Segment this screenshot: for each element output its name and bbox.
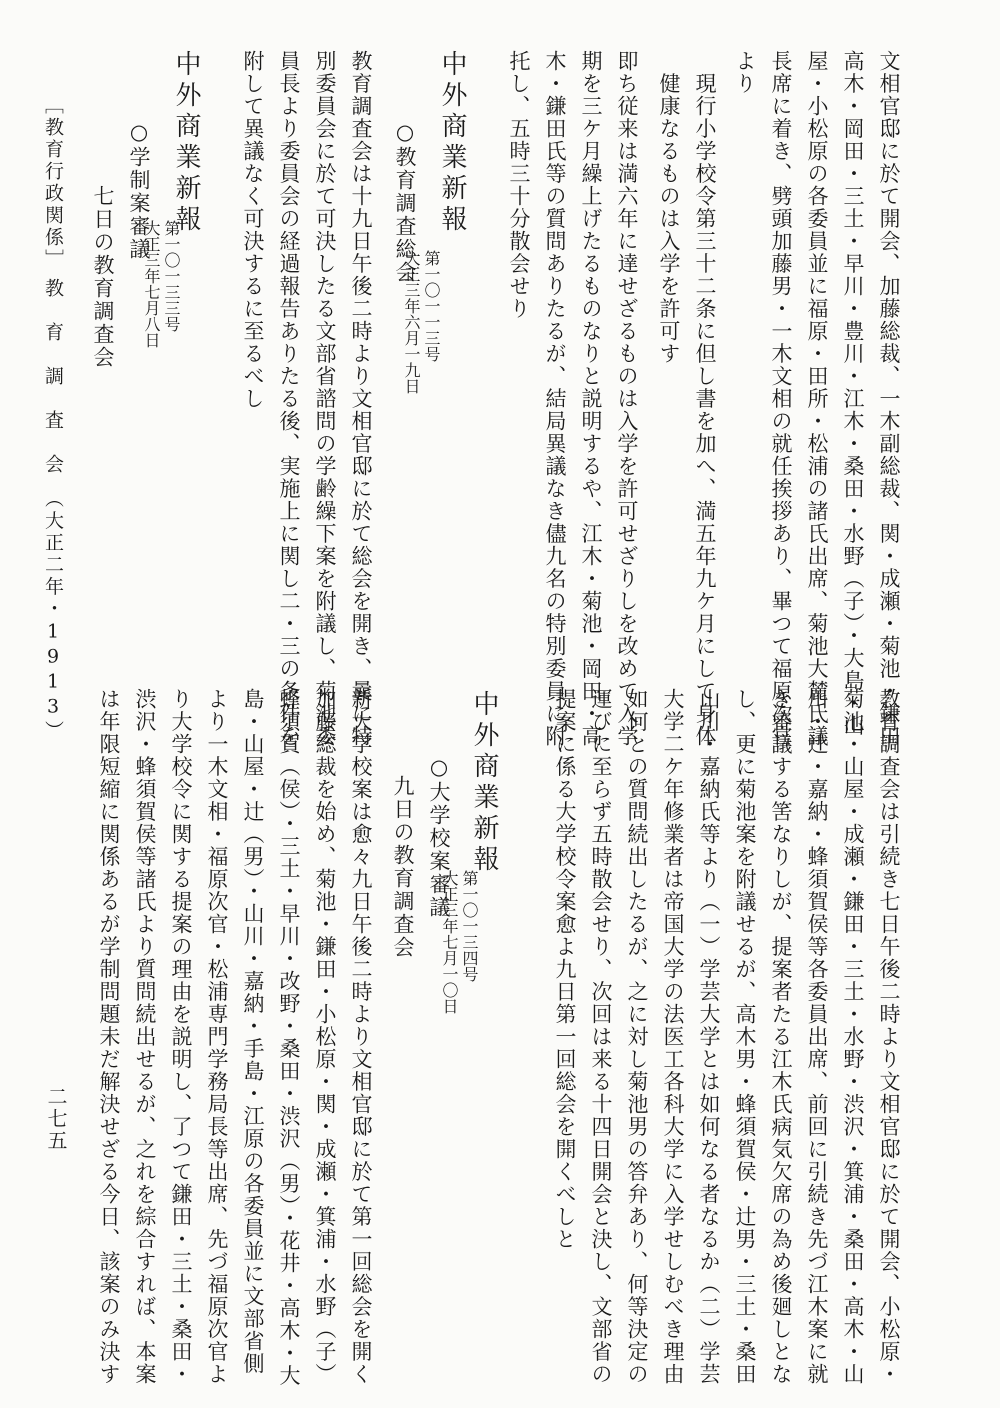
- text-line: 員長より委員会の経過報告ありたる後、実施上に関し二・三の条件を: [277, 50, 301, 748]
- masthead: 中外商業新報: [437, 50, 467, 236]
- text-line: 加藤総裁を始め、菊池・鎌田・小松原・関・成瀬・箕浦・水野（子）: [313, 688, 337, 1386]
- text-line: 島・山屋・辻（男）・山川・嘉納・手島・江原の各委員並に文部省側: [241, 688, 265, 1375]
- text-line: 長席に着き、劈頭加藤男・一木文相の就任挨拶あり、畢つて福原次官: [769, 50, 793, 748]
- text-line: 別委員会に於て可決したる文部省諮問の学齢繰下案を附議し、菊池委: [313, 50, 337, 748]
- running-head-title: 教 育 調 査 会 （大正二年・1913）: [42, 278, 64, 743]
- text-line: 運びに至らず五時散会せり、次回は来る十四日開会と決し、文部省の: [589, 688, 613, 1386]
- masthead: 中外商業新報: [469, 690, 499, 876]
- headline: ○大学校案審議: [427, 755, 451, 919]
- issue-date: 大正三年七月八日: [142, 220, 161, 348]
- headline: ○学制案審議: [127, 120, 151, 261]
- text-line: より一木文相・福原次官・松浦専門学務局長等出席、先づ福原次官よ: [205, 688, 229, 1386]
- text-line: 蜂須賀（侯）・三土・早川・改野・桑田・渋沢（男）・花井・高木・大: [277, 688, 301, 1387]
- running-head-category: ［教育行政関係］: [42, 95, 64, 271]
- text-line: り大学校令に関する提案の理由を説明し、了つて鎌田・三土・桑田・: [169, 688, 193, 1386]
- text-line: 即ち従来は満六年に達せざるものは入学を許可せざりしを改めて入学: [615, 50, 639, 748]
- subheadline: 七日の教育調査会: [91, 185, 115, 369]
- text-line: き審議する筈なりしが、提案者たる江木氏病気欠席の為め後廻しとな: [769, 688, 793, 1386]
- text-line: 文相官邸に於て開会、加藤総裁、一木副総裁、関・成瀬・菊池・鎌田: [877, 50, 901, 748]
- text-line: 提案に係る大学校令案愈よ九日第一回総会を開くべしと: [553, 688, 577, 1251]
- text-line: し、更に菊池案を附議せるが、高木男・蜂須賀侯・辻男・三土・桑田: [733, 688, 757, 1386]
- text-line: 教育調査会は引続き七日午後二時より文相官邸に於て開会、小松原・: [877, 688, 901, 1386]
- text-line: 高木・岡田・三土・早川・豊川・江木・桑田・水野（子）・大島・山: [841, 50, 865, 737]
- text-line: 川・辻・嘉納・蜂須賀侯等各委員出席、前回に引続き先づ江木案に就: [805, 688, 829, 1386]
- text-line: 托し、五時三十分散会せり: [507, 50, 531, 320]
- text-line: 期を三ケ月繰上げたるものなりと説明するや、江木・菊池・岡田・高: [579, 50, 603, 748]
- issue-date: 大正三年七月一〇日: [440, 870, 459, 1014]
- issue-number: 第一〇一三四号: [460, 870, 479, 982]
- page-number: 二七五: [44, 1086, 68, 1152]
- text-line: 如何との質問続出したるが、之に対し菊池男の答弁あり、何等決定の: [625, 688, 649, 1386]
- text-line: 附して異議なく可決するに至るべし: [241, 50, 265, 410]
- text-line: 山川・嘉納氏等より（一）学芸大学とは如何なる者なるか（二）学芸: [697, 688, 721, 1386]
- masthead: 中外商業新報: [171, 50, 201, 236]
- text-line: より: [733, 50, 757, 95]
- text-line: 現行小学校令第三十二条に但し書を加へ、満五年九ケ月にして身体: [693, 50, 717, 748]
- text-line: 新大学校案は愈々九日午後二時より文相官邸に於て第一回総会を開く: [349, 688, 373, 1386]
- text-line: は年限短縮に関係あるが学制問題未だ解決せざる今日、該案のみ決す: [97, 688, 121, 1386]
- issue-date: 大正三年六月一九日: [402, 250, 421, 394]
- issue-number: 第一〇一三三号: [162, 220, 181, 332]
- issue-number: 第一〇一一三号: [422, 250, 441, 362]
- text-line: 菊池・山屋・成瀬・鎌田・三土・水野・渋沢・箕浦・桑田・高木・山: [841, 688, 865, 1386]
- text-line: 教育調査会は十九日午後二時より文相官邸に於て総会を開き、曩に特: [349, 50, 373, 748]
- text-line: 大学二ケ年修業者は帝国大学の法医工各科大学に入学せしむべき理由: [661, 688, 685, 1386]
- text-line: 健康なるものは入学を許可す: [657, 50, 681, 365]
- text-line: 渋沢・蜂須賀侯等諸氏より質問続出せるが、之れを綜合すれば、本案: [133, 688, 157, 1386]
- subheadline: 九日の教育調査会: [391, 775, 415, 959]
- text-line: 屋・小松原の各委員並に福原・田所・松浦の諸氏出席、菊池大麓氏議: [805, 50, 829, 748]
- headline: ○教育調査総会: [393, 120, 417, 284]
- text-line: 木・鎌田氏等の質問ありたるが、結局異議なき儘九名の特別委員に附: [543, 50, 567, 748]
